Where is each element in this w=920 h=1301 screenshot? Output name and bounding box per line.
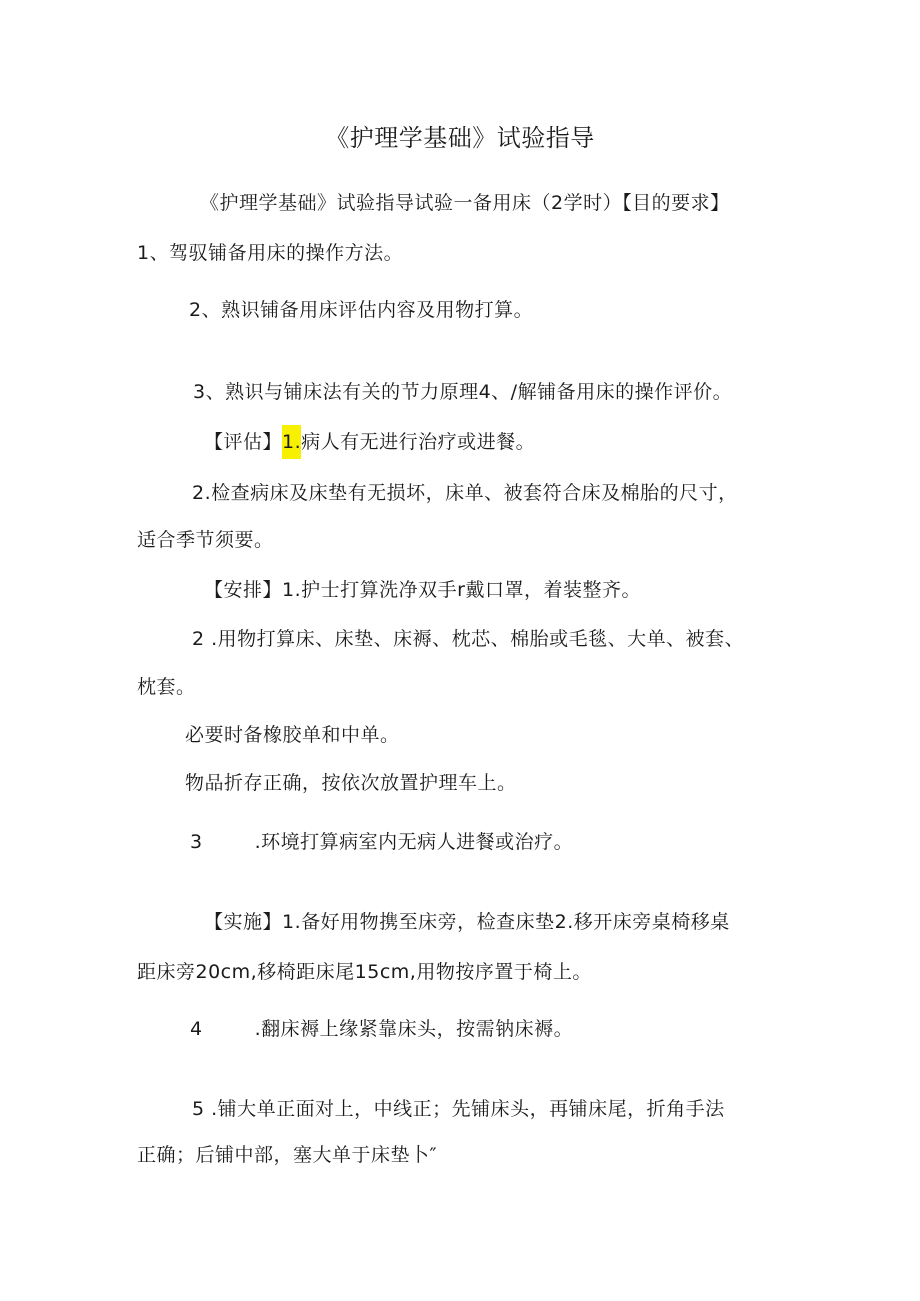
assess-label: 【评估】 [204,431,283,453]
goal-item-2: 2、熟识铺备用床评估内容及用物打算。 [189,299,534,321]
impl-item-5-cont: 正确；后铺中部，塞大单于床垫卜″ [137,1144,438,1166]
prep-note-2: 物品折存正确，按依次放置护理车上。 [185,772,517,794]
prep-item-3 [190,827,573,854]
impl-item-4 [190,1014,573,1041]
highlighted-number: 1. [282,425,301,459]
page-title: 《护理学基础》试验指导 [325,124,595,152]
prep-note-1: 必要时备橡胶单和中单。 [185,724,400,746]
assess-item-2-cont: 适合季节须要。 [137,529,274,551]
goal-item-3-4: 3、熟识与铺床法有关的节力原理4、/解铺备用床的操作评价。 [193,381,733,403]
prep-item-3-number: 3 [190,831,203,853]
assess-item-1 [204,427,535,454]
impl-item-5: 5 .铺大单正面对上，中线正；先铺床头，再铺床尾，折角手法 [192,1098,725,1120]
assess-item-1-text: 病人有无进行治疗或进餐。 [301,431,536,453]
impl-item-1-cont: 距床旁20cm,移椅距床尾15cm,用物按序置于椅上。 [137,961,592,983]
goal-item-1: 1、驾驭铺备用床的操作方法。 [137,242,404,264]
impl-item-1: 【实施】1.备好用物携至床旁，检查床垫2.移开床旁桌椅移桌 [204,911,730,933]
prep-item-2-cont: 枕套。 [137,676,196,698]
prep-item-1: 【安排】1.护士打算洗净双手r戴口罩，着装整齐。 [204,579,641,601]
prep-item-2: 2 .用物打算床、床垫、床褥、枕芯、棉胎或毛毯、大单、被套、 [192,628,745,650]
assess-item-2: 2.检查病床及床垫有无损坏，床单、被套符合床及棉胎的尺寸， [192,482,738,504]
intro-line: 《护理学基础》试验指导试验一备用床（2学时）【目的要求】 [200,192,730,214]
impl-item-4-number: 4 [190,1018,203,1040]
impl-item-4-text: .翻床褥上缘紧靠床头，按需钠床褥。 [254,1018,574,1040]
prep-item-3-text: .环境打算病室内无病人进餐或治疗。 [254,831,574,853]
